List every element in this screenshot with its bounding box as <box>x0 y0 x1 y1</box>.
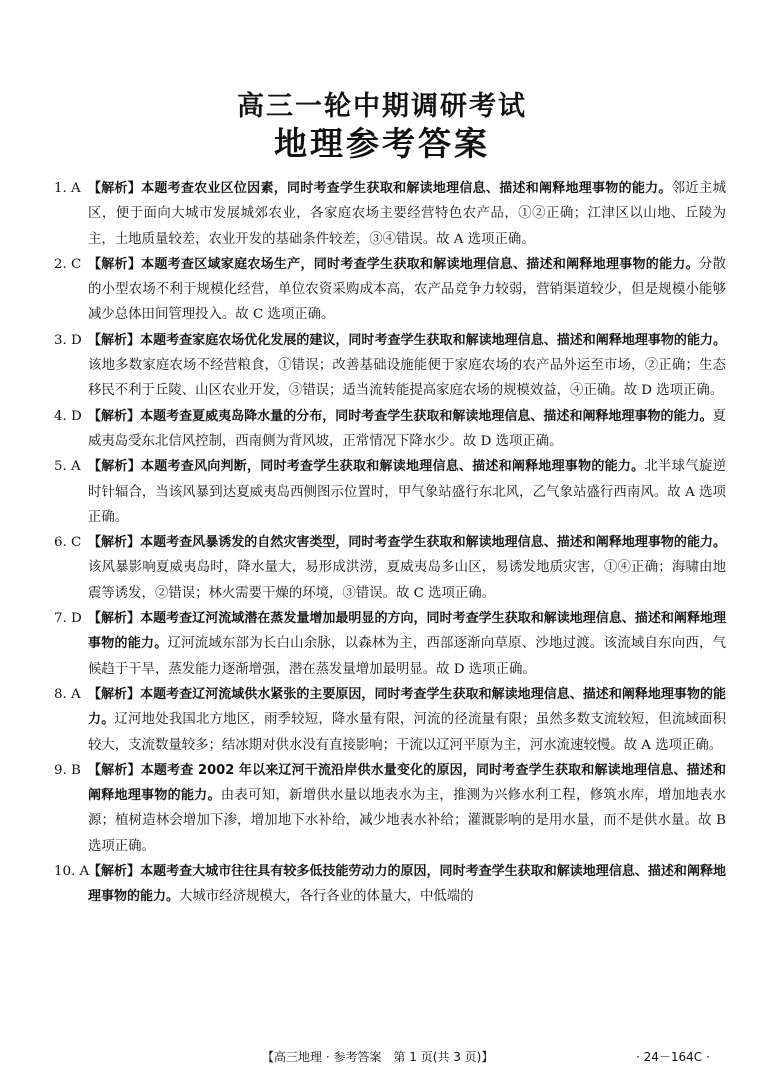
analysis-label: 【解析】 <box>88 256 142 272</box>
answer-topic: 本题考查大城市往往具有较多低技能劳动力的原因，同时考查学生获取和解读地理信息、描述和阐释地理事物的能力。 <box>88 864 726 905</box>
answer-topic: 本题考查风暴诱发的自然灾害类型，同时考查学生获取和解读地理信息、描述和阐释地理事物的能力。 <box>140 535 726 551</box>
answer-item <box>54 859 726 910</box>
analysis-label: 【解析】 <box>88 459 141 475</box>
answer-explanation: 该风暴影响夏威夷岛时，降水量大，易形成洪涝，夏威夷岛多山区，易诱发地质灾害，①④正确；海啸由地震等诱发，②错误；林火需要干燥的环境，③错误。故 C 选项正确。 <box>88 560 726 601</box>
answer-item <box>54 530 726 606</box>
answer-topic: 本题考查辽河流域供水紧张的主要原因，同时考查学生获取和解读地理信息、描述和阐释地理事物的能力。 <box>88 686 726 728</box>
answer-number: 2. C <box>54 256 82 272</box>
analysis-label: 【解析】 <box>88 181 142 196</box>
analysis-label: 【解析】 <box>88 535 141 551</box>
analysis-label: 【解析】 <box>88 686 141 702</box>
answer-topic: 本题考查夏威夷岛降水量的分布，同时考查学生获取和解读地理信息、描述和阐释地理事物的能力。 <box>140 408 713 424</box>
answer-list <box>54 176 726 910</box>
analysis-label: 【解析】 <box>88 864 141 880</box>
answer-item <box>54 404 726 455</box>
answer-number: 7. D <box>54 611 82 627</box>
answer-explanation: 辽河地处我国北方地区，雨季较短，降水量有限，河流的径流量有限；虽然多数支流较短，但流域面积较大，支流数量较多；结冰期对供水没有直接影响；干流以辽河平原为主，河水流速较慢。故 A 选项正确。 <box>88 712 726 753</box>
answer-number: 1. A <box>54 181 81 196</box>
answer-topic: 本题考查风向判断，同时考查学生获取和解读地理信息、描述和阐释地理事物的能力。 <box>141 459 645 475</box>
answer-item <box>54 682 726 758</box>
answer-explanation: 北半球气旋逆时针辐合，当该风暴到达夏威夷岛西侧图示位置时，甲气象站盛行东北风，乙气象站盛行西南风。故 A 选项正确。 <box>88 459 726 525</box>
answer-explanation: 分散的小型农场不利于规模化经营，单位农资采购成本高，农产品竞争力较弱，营销渠道较少，但是规模小能够减少总体田间管理投入。故 C 选项正确。 <box>88 256 726 323</box>
analysis-label: 【解析】 <box>88 762 141 778</box>
answer-number: 4. D <box>54 408 82 424</box>
answer-number: 3. D <box>54 332 82 348</box>
answer-topic: 本题考查农业区位因素，同时考查学生获取和解读地理信息、描述和阐释地理事物的能力。 <box>141 181 672 196</box>
answer-item <box>54 606 726 682</box>
answer-number: 6. C <box>54 535 82 551</box>
answer-number: 8. A <box>54 686 81 702</box>
answer-explanation: 辽河流域东部为长白山余脉，以森林为主，西部逐渐向草原、沙地过渡。该流域自东向西，气候趋于干旱，蒸发能力逐渐增强，潜在蒸发量增加最明显。故 D 选项正确。 <box>88 636 726 677</box>
answer-topic: 本题考查 2002 年以来辽河干流沿岸供水量变化的原因，同时考查学生获取和解读地理信息、描述和阐释地理事物的能力。 <box>88 762 726 804</box>
answer-explanation: 邻近主城区，便于面向大城市发展城郊农业，各家庭农场主要经营特色农产品，①②正确；江津区以山地、丘陵为主，土地质量较差，农业开发的基础条件较差，③④错误。故 A 选项正确。 <box>88 181 726 247</box>
footer-exam-code: · 24－164C · <box>636 1050 710 1064</box>
answer-item <box>54 758 726 859</box>
answer-topic: 本题考查区域家庭农场生产，同时考查学生获取和解读地理信息、描述和阐释地理事物的能力。 <box>141 256 699 272</box>
analysis-label: 【解析】 <box>88 408 141 424</box>
answer-item <box>54 252 726 328</box>
answer-explanation: 大城市经济规模大，各行各业的体量大，中低端的 <box>179 889 474 905</box>
answer-explanation: 该地多数家庭农场不经营粮食，①错误；改善基础设施能便于家庭农场的农产品外运至市场，②正确；生态移民不利于丘陵、山区农业开发，③错误；适当流转能提高家庭农场的规模效益，④正确。故 D 选项正确。 <box>88 358 726 399</box>
exam-title: 高三一轮中期调研考试 <box>237 91 527 122</box>
answer-topic: 本题考查家庭农场优化发展的建议，同时考查学生获取和解读地理信息、描述和阐释地理事物的能力。 <box>140 332 726 348</box>
analysis-label: 【解析】 <box>88 611 141 627</box>
answer-topic: 本题考查辽河流域潜在蒸发量增加最明显的方向，同时考查学生获取和解读地理信息、描述和阐释地理事物的能力。 <box>88 611 726 652</box>
answer-number: 5. A <box>54 459 81 475</box>
answer-explanation: 由表可知，新增供水量以地表水为主，推测为兴修水利工程，修筑水库，增加地表水源；植树造林会增加下渗，增加地下水补给，减少地表水补给；灌溉影响的是用水量，而不是供水量。故 B 选项正确。 <box>88 788 726 854</box>
answer-item <box>54 328 726 404</box>
answer-explanation: 夏威夷岛受东北信风控制，西南侧为背风坡，正常情况下降水少。故 D 选项正确。 <box>88 408 726 449</box>
footer-page-info: 【高三地理 · 参考答案 第 1 页(共 3 页)】 <box>262 1050 494 1064</box>
analysis-label: 【解析】 <box>88 332 141 348</box>
answer-number: 10. A <box>54 864 90 880</box>
answer-number: 9. B <box>54 762 81 778</box>
answer-item <box>54 176 726 252</box>
page-title: 地理参考答案 <box>274 124 490 163</box>
answer-item <box>54 454 726 530</box>
